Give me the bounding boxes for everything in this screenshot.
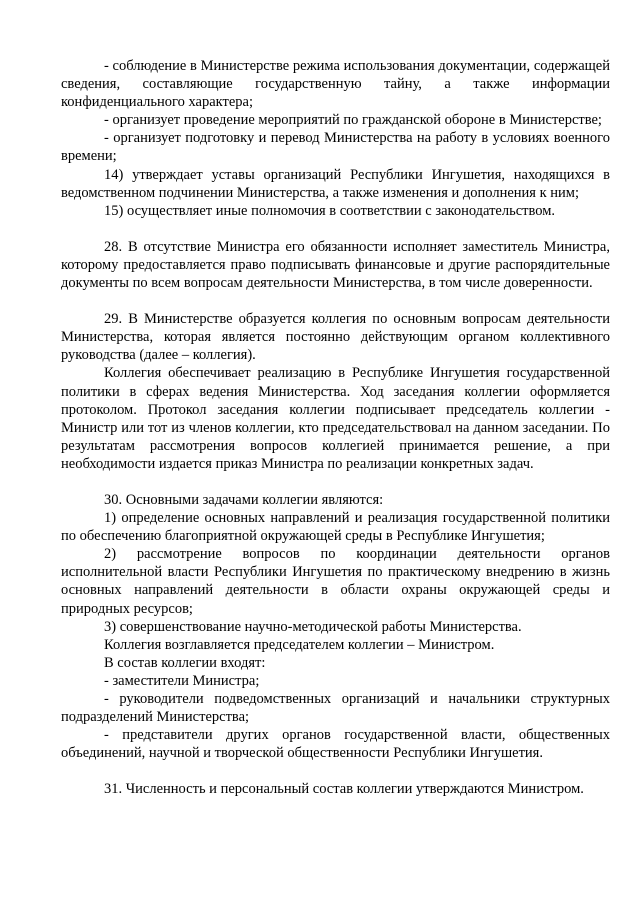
paragraph-collegium-policy: Коллегия обеспечивает реализацию в Республике Ингушетия государственной политики в сферах ведения Министерства. Ход заседания коллегии оформляется протоколом. Протокол заседания коллегии подписывает председатель коллегии - Министр или тот из членов коллегии, кто председательствовал на данном заседании. По результатам рассмотрения вопросов коллегией принимается решение, а при необходимости издается приказ Министра по реализации конкретных задач.: [61, 365, 610, 472]
paragraph-wartime-transition: - организует подготовку и перевод Министерства на работу в условиях военного времени;: [61, 130, 610, 165]
section-spacer: [61, 292, 610, 310]
paragraph-collegium-head: Коллегия возглавляется председателем коллегии – Министром.: [104, 636, 495, 653]
paragraph-item-14: 14) утверждает уставы организаций Республики Ингушетия, находящихся в ведомственном подчинении Министерства, а также изменения и дополнения к ним;: [61, 166, 610, 201]
paragraph-task-3: 3) совершенствование научно-методической работы Министерства.: [104, 618, 522, 635]
paragraph-article-28: 28. В отсутствие Министра его обязанности исполняет заместитель Министра, которому предоставляется право подписывать финансовые и другие распорядительные документы по всем вопросам деятельности Министерства, в том числе доверенности.: [61, 238, 610, 292]
paragraph-article-30: 30. Основными задачами коллегии являются:: [104, 491, 384, 508]
paragraph-member-representatives: - представители других органов государственной власти, общественных объединений, научной и творческой общественности Республики Ингушетия.: [61, 727, 610, 762]
paragraph-item-15: 15) осуществляет иные полномочия в соответствии с законодательством.: [104, 202, 556, 219]
paragraph-task-1: 1) определение основных направлений и реализация государственной политики по обеспечению благоприятной окружающей среды в Республике Ингушетия;: [61, 510, 610, 545]
paragraph-article-31: 31. Численность и персональный состав коллегии утверждаются Министром.: [104, 781, 584, 798]
paragraph-member-deputies: - заместители Министра;: [104, 672, 260, 689]
paragraph-civil-defense: - организует проведение мероприятий по гражданской обороне в Министерстве;: [104, 112, 602, 129]
section-spacer: [61, 220, 610, 238]
section-spacer: [61, 762, 610, 780]
section-spacer: [61, 473, 610, 491]
paragraph-secrecy-regime: - соблюдение в Министерстве режима использования документации, содержащей сведения, составляющие государственную тайну, а также информации конфиденциального характера;: [61, 58, 610, 111]
paragraph-task-2: 2) рассмотрение вопросов по координации деятельности органов исполнительной власти Республики Ингушетия по практическому внедрению в жизнь основных направлений деятельности в области охраны окружающей среды и природных ресурсов;: [61, 546, 610, 617]
paragraph-collegium-members-intro: В состав коллегии входят:: [104, 654, 266, 671]
paragraph-article-29: 29. В Министерстве образуется коллегия по основным вопросам деятельности Министерства, которая является постоянно действующим органом коллективного руководства (далее – коллегия).: [61, 311, 610, 364]
paragraph-member-heads: - руководители подведомственных организаций и начальники структурных подразделений Министерства;: [61, 691, 610, 726]
document-body: [61, 57, 610, 798]
